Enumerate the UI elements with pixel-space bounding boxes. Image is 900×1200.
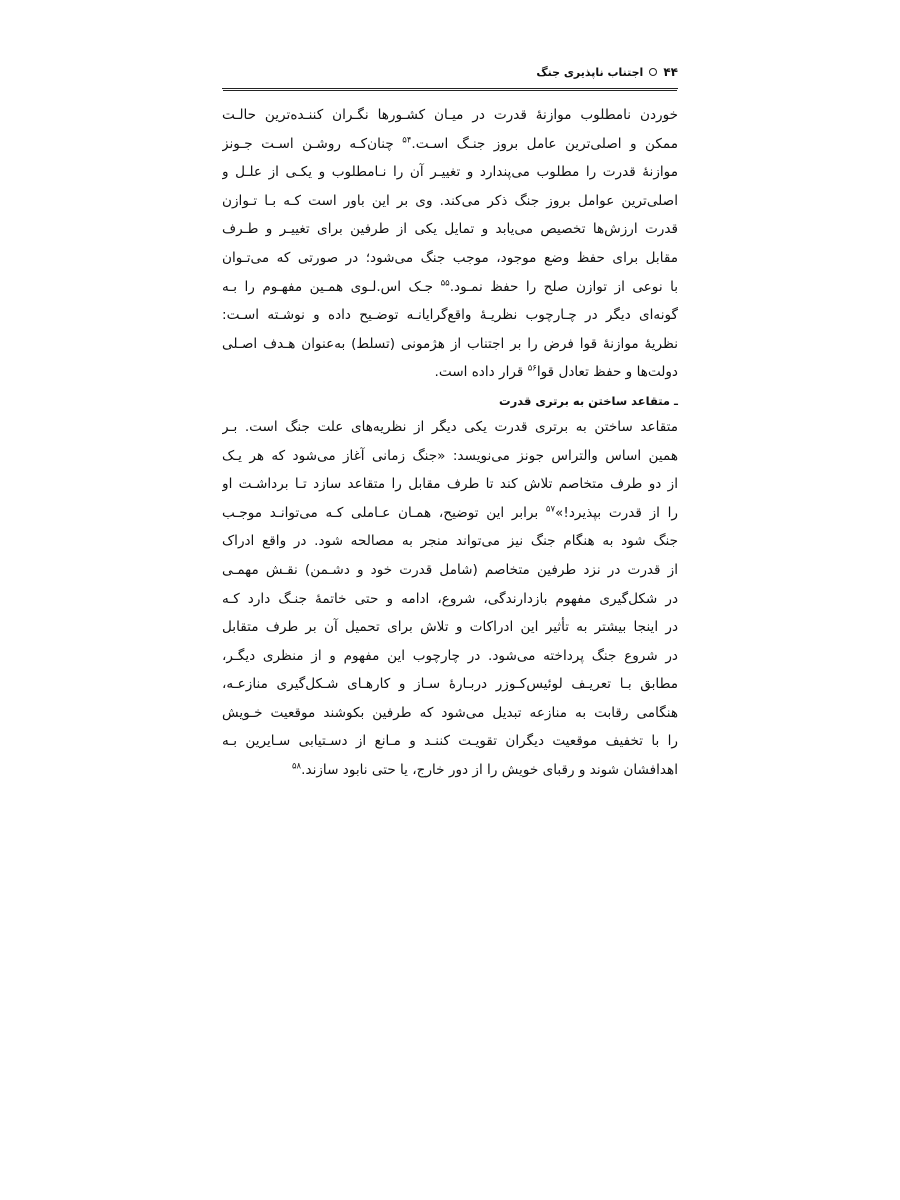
text-line: خوردن نامطلوب موازنهٔ قدرت در میـان کشـورها نگـران کننـده‌ترین حالـت — [222, 107, 678, 123]
text-line: در اینجا بیشتر به تأثیر این ادراکات و تلاش برای تحمیل آن بر طرف متقابل — [222, 619, 678, 636]
text-line: را از قدرت بپذیرد!»$^{۵۷}$ برابر این توضیح، همـان عـاملی کـه می‌توانـد موجـب — [222, 504, 678, 521]
book-page — [222, 60, 678, 785]
text-line: از قدرت در نزد طرفین متخاصم (شامل قدرت خود و دشـمن) نقـش مهمـی — [222, 561, 678, 578]
text-line: متقاعد ساختن به برتری قدرت یکی دیگر از نظریه‌های علت جنگ است. بـر — [222, 418, 678, 435]
text-line: در شروع جنگ پرداخته می‌شود. در چارچوب این مفهوم و از منظری دیگـر، — [222, 647, 678, 664]
footnote-ref-56: ۵۶ — [527, 363, 537, 374]
text-line: دولت‌ها و حفظ تعادل قوا$^{۵۶}$ قرار داده است. — [434, 363, 678, 381]
text-line: از دو طرف متخاصم تلاش کند تا طرف مقابل را متقاعد سازد تـا برداشـت او — [222, 476, 678, 493]
running-header — [222, 60, 678, 89]
text-line: با نوعی از توازن صلح را حفظ نمـود.$^{۵۵}$ جـک اس.لـوی همـین مفهـوم را بـه — [222, 278, 678, 295]
text-line: مطابق بـا تعریـف لوئیس‌کـوزر دربـارهٔ سـاز و کارهـای شـکل‌گیری منازعـه، — [222, 676, 678, 693]
footnote-ref-55: ۵۵ — [440, 278, 450, 289]
text-line: اهدافشان شوند و رقبای خویش را از دور خارج، یا حتی نابود سازند.$^{۵۸}$ — [291, 761, 678, 779]
footnote-ref-54: ۵۴ — [402, 135, 412, 146]
text-line: را با تخفیف موقعیت دیگران تقویـت کننـد و مـانع از دسـتیابی سـایرین بـه — [222, 733, 678, 750]
text-line: همین اساس والتراس جونز می‌نویسد: «جنگ زمانی آغاز می‌شود که هر یـک — [222, 447, 678, 464]
text-line: موازنهٔ قدرت را مطلوب می‌پندارد و تغییـر آن را نـامطلوب و یکـی از علـل و — [222, 164, 678, 181]
body-text — [222, 101, 678, 785]
text-line: گونه‌ای دیگر در چـارچوب نظریـهٔ واقع‌گرایانـه توضـیح داده و نوشـته اسـت: — [222, 307, 678, 324]
text-line: در شکل‌گیری مفهوم بازدارندگی، شروع، ادامه و حتی خاتمهٔ جنـگ دارد کـه — [222, 590, 678, 607]
paragraph-1 — [222, 101, 678, 387]
footnote-ref-58: ۵۸ — [291, 761, 302, 772]
circle-separator-icon — [649, 68, 657, 76]
page-number: ۴۴ — [663, 65, 678, 79]
footnote-ref-57: ۵۷ — [545, 504, 556, 515]
text-line: اصلی‌ترین عوامل بروز جنگ ذکر می‌کند. وی بر این باور است کـه بـا تـوازن — [222, 192, 678, 209]
section-heading: ـ متقاعد ساختن به برتری قدرت — [499, 393, 678, 408]
text-line: مقابل برای حفظ وضع موجود، موجب جنگ می‌شود؛ در صورتی که می‌تـوان — [222, 249, 678, 266]
book-title: اجتناب ناپذیری جنگ — [536, 65, 644, 79]
text-line: نظریهٔ موازنهٔ قوا فرض را بر اجتناب از هژمونی (تسلط) به‌عنوان هـدف اصـلی — [222, 335, 678, 352]
text-line: جنگ شود به هنگام جنگ نیز می‌تواند منجر به مصالحه شود. در واقع ادراک — [222, 533, 678, 550]
text-line: ممکن و اصلی‌ترین عامل بروز جنـگ اسـت.$^{۵۴}$ چنان‌کـه روشـن اسـت جـونز — [222, 135, 678, 152]
text-line: قدرت ارزش‌ها تخصیص می‌یابد و تمایل یکی از طرفین برای تغییـر و طـرف — [222, 221, 678, 238]
paragraph-2 — [222, 413, 678, 785]
text-line: هنگامی رقابت به منازعه تبدیل می‌شود که طرفین بکوشند موقعیت خـویش — [222, 704, 678, 721]
